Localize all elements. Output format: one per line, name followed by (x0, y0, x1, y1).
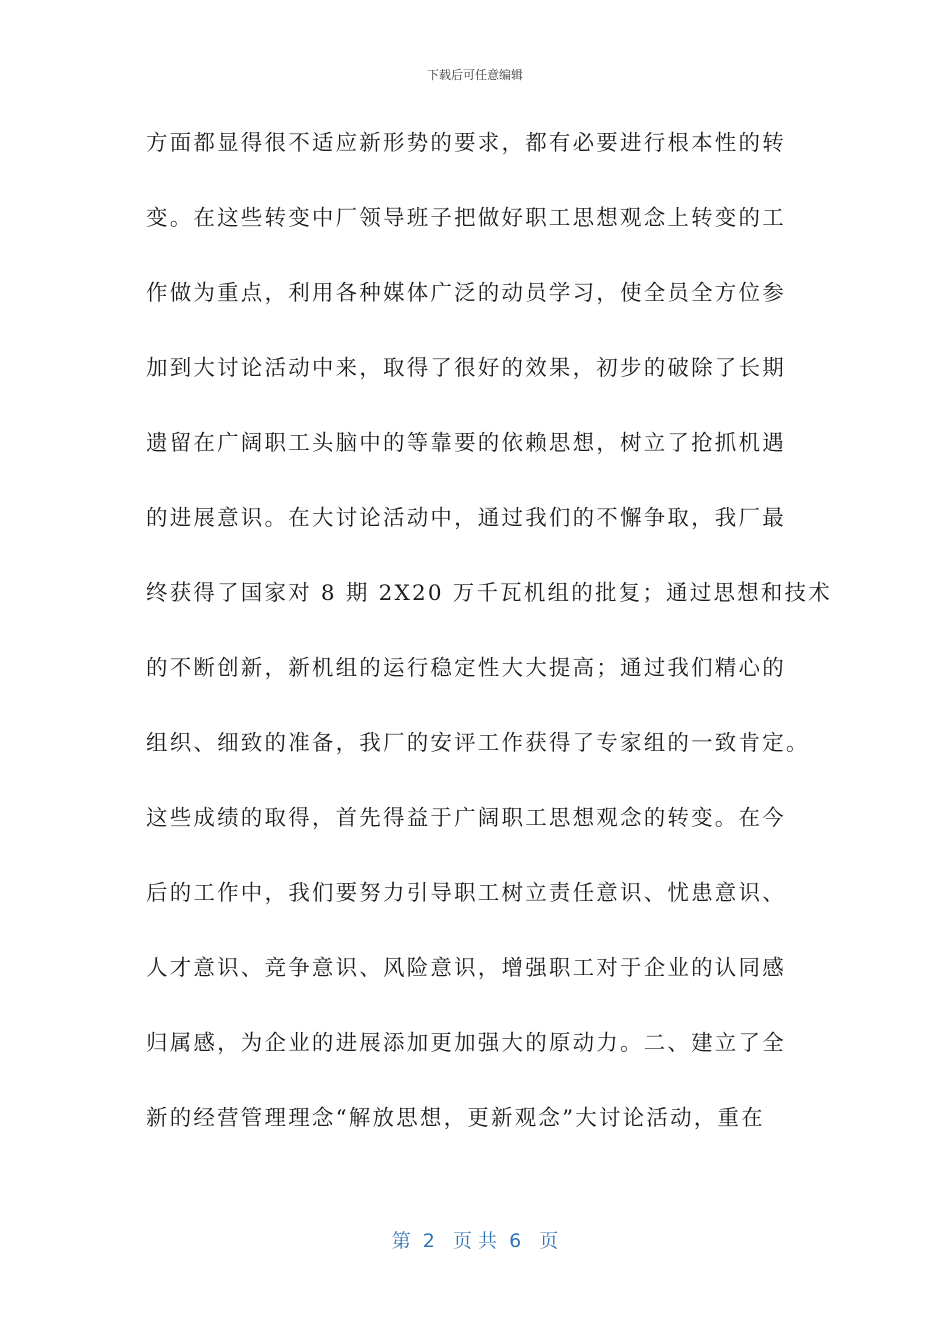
body-text (146, 124, 832, 1174)
body-line: 归属感，为企业的进展添加更加强大的原动力。二、建立了全 (146, 1031, 786, 1056)
body-line: 方面都显得很不适应新形势的要求，都有必要进行根本性的转 (146, 131, 786, 156)
body-line: 组织、细致的准备，我厂的安评工作获得了专家组的一致肯定。 (146, 731, 810, 756)
body-line: 的进展意识。在大讨论活动中，通过我们的不懈争取，我厂最 (146, 506, 786, 531)
header-note: 下载后可任意编辑 (426, 68, 523, 82)
page-number-footer: 第 2 页 共 6 页 (391, 1230, 559, 1252)
body-line: 终获得了国家对 8 期 2X20 万千瓦机组的批复；通过思想和技术 (146, 581, 832, 606)
body-line: 人才意识、竞争意识、风险意识，增强职工对于企业的认同感 (146, 956, 786, 981)
body-line: 后的工作中，我们要努力引导职工树立责任意识、忧患意识、 (146, 881, 786, 906)
body-line: 遗留在广阔职工头脑中的等靠要的依赖思想，树立了抢抓机遇 (146, 431, 786, 456)
body-line: 作做为重点，利用各种媒体广泛的动员学习，使全员全方位参 (146, 281, 786, 306)
body-line: 加到大讨论活动中来，取得了很好的效果，初步的破除了长期 (146, 356, 786, 381)
body-line: 这些成绩的取得，首先得益于广阔职工思想观念的转变。在今 (146, 806, 786, 831)
body-line: 变。在这些转变中厂领导班子把做好职工思想观念上转变的工 (146, 206, 786, 231)
body-line: 的不断创新，新机组的运行稳定性大大提高；通过我们精心的 (146, 656, 786, 681)
body-line: 新的经营管理理念“解放思想，更新观念”大讨论活动，重在 (146, 1106, 765, 1131)
